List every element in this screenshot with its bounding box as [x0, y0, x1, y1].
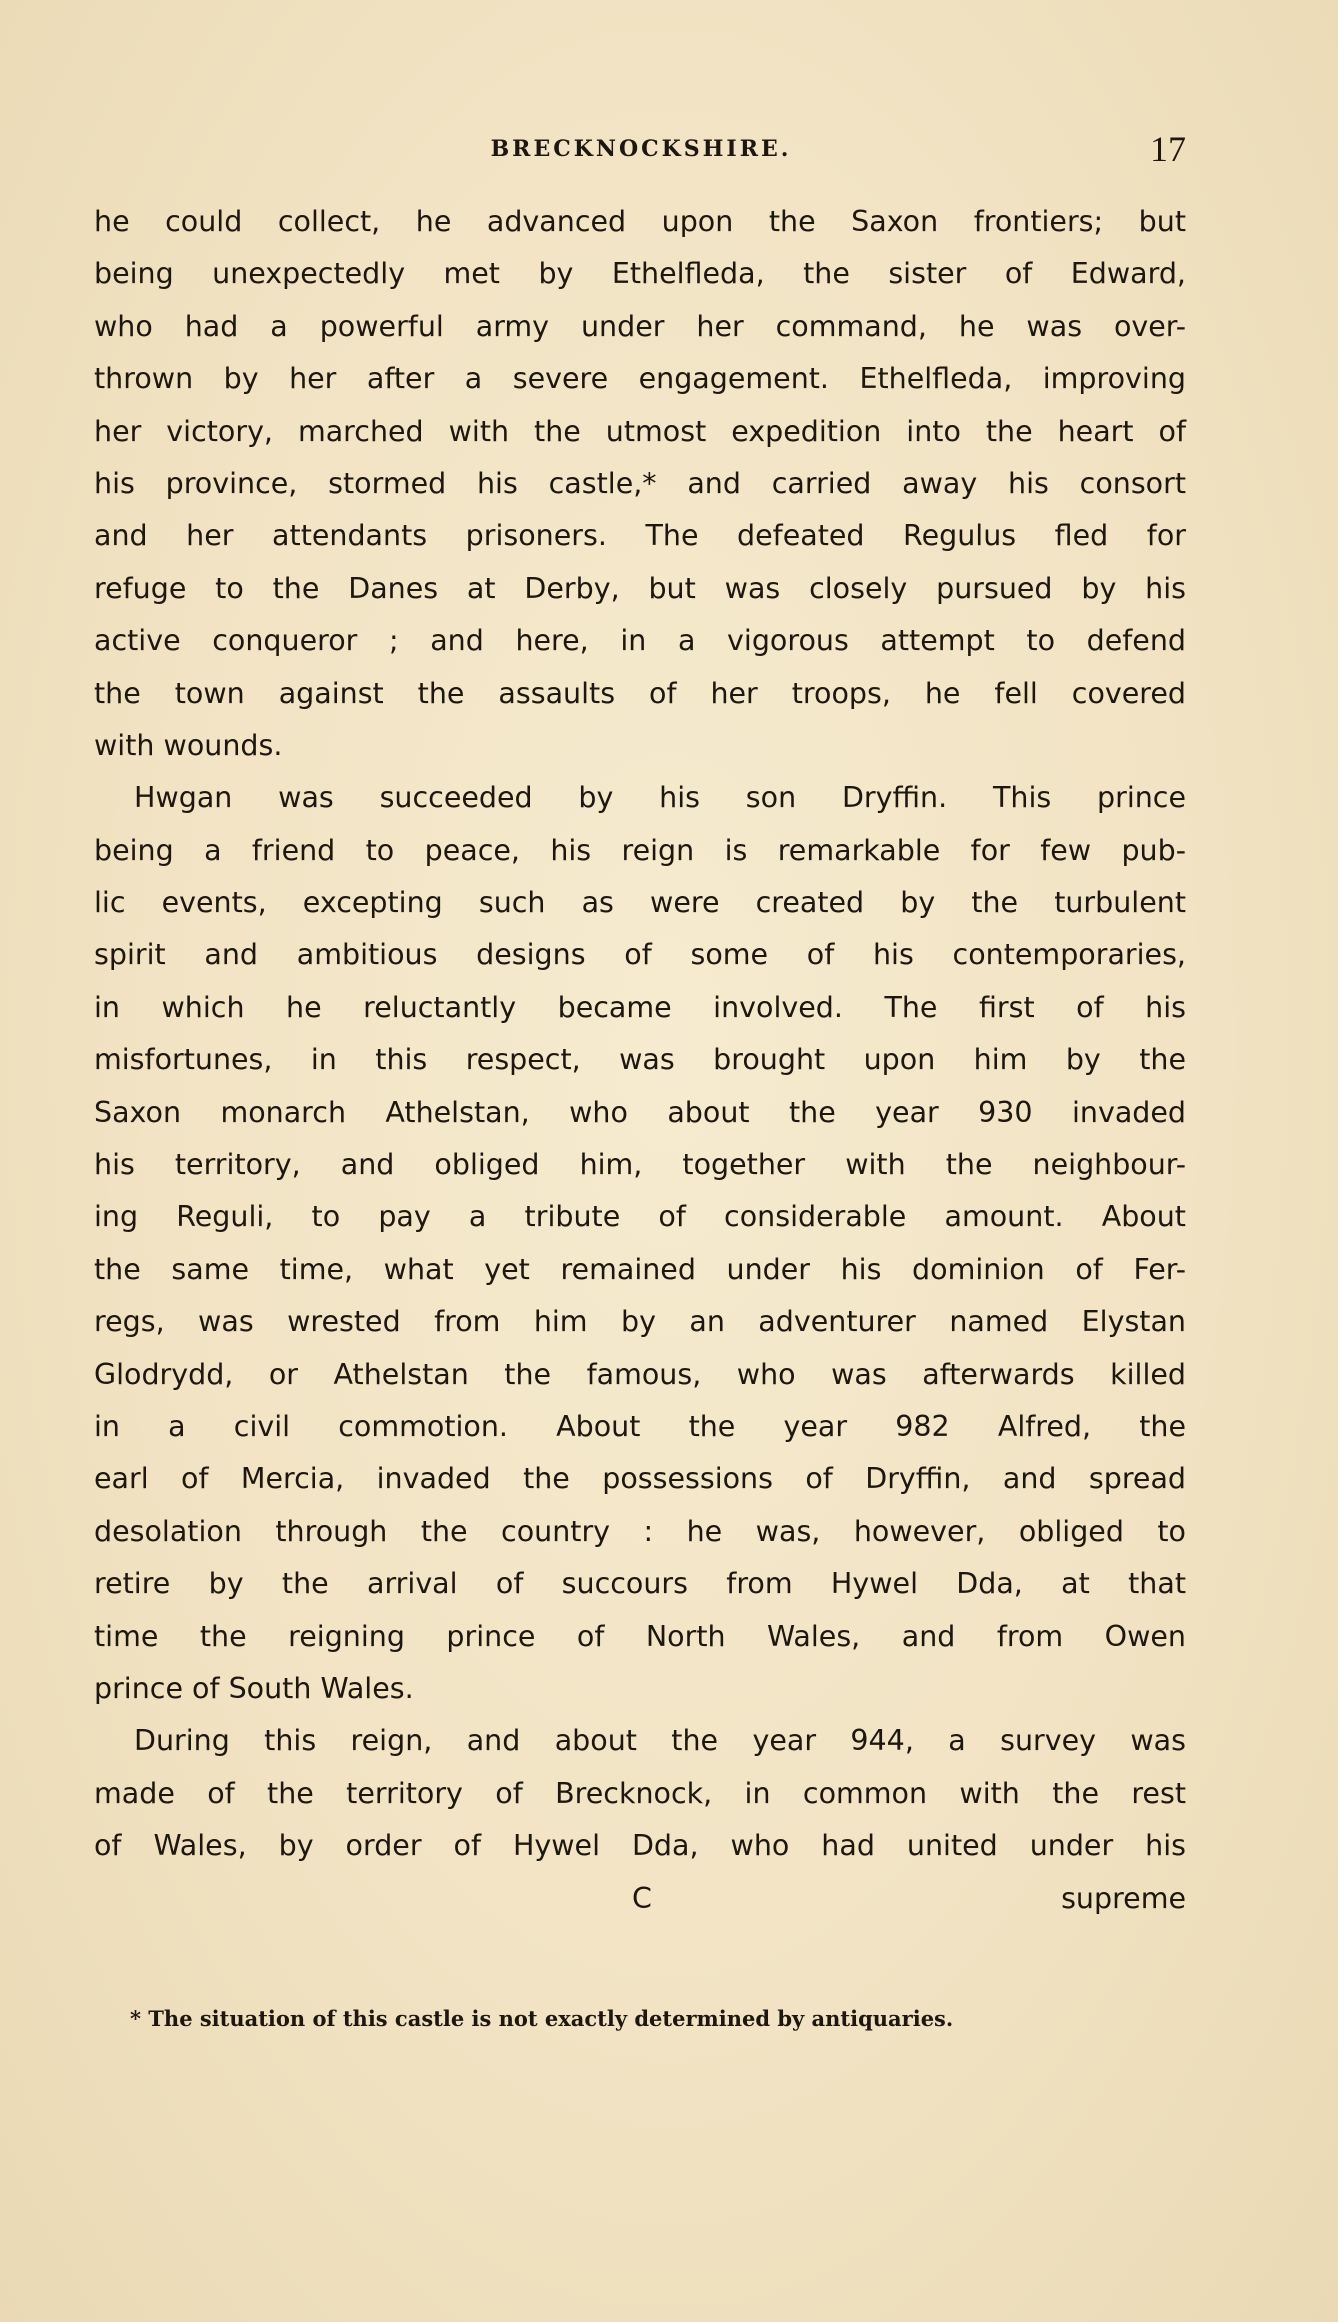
text-line: Hwgan was succeeded by his son Dryffin. This prince — [134, 781, 1186, 815]
text-line: refuge to the Danes at Derby, but was closely pursued by his — [94, 571, 1186, 605]
page-number: 17 — [1150, 129, 1186, 169]
body-text — [94, 196, 1186, 1925]
text-line: who had a powerful army under her command, he was over- — [94, 309, 1186, 343]
text-line: Glodrydd, or Athelstan the famous, who was afterwards killed — [94, 1357, 1186, 1391]
running-title: BRECKNOCKSHIRE. — [490, 136, 792, 162]
text-line: he could collect, he advanced upon the Saxon frontiers; but — [94, 205, 1186, 238]
text-line: spirit and ambitious designs of some of his contemporaries, — [94, 938, 1186, 972]
text-line: being unexpectedly met by Ethelfleda, the sister of Edward, — [94, 257, 1186, 291]
text-line: being a friend to peace, his reign is remarkable for few pub- — [94, 833, 1186, 867]
text-line: ing Reguli, to pay a tribute of considerable amount. About — [94, 1200, 1186, 1234]
text-line: time the reigning prince of North Wales, and from Owen — [94, 1619, 1186, 1653]
text-line: and her attendants prisoners. The defeated Regulus fled for — [94, 519, 1186, 553]
text-line: retire by the arrival of succours from Hywel Dda, at that — [94, 1567, 1186, 1601]
text-line: her victory, marched with the utmost expedition into the heart of — [94, 414, 1186, 448]
footnote: * The situation of this castle is not exactly determined by antiquaries. — [130, 2006, 954, 2031]
text-line: regs, was wrested from him by an adventurer named Elystan — [94, 1305, 1186, 1339]
text-line: in a civil commotion. About the year 982 Alfred, the — [94, 1409, 1186, 1443]
text-line: During this reign, and about the year 944, a survey was — [134, 1724, 1186, 1758]
text-line: desolation through the country : he was, however, obliged to — [94, 1514, 1186, 1548]
text-line: thrown by her after a severe engagement. Ethelfleda, improving — [94, 362, 1186, 396]
text-line: the same time, what yet remained under his dominion of Fer- — [94, 1252, 1186, 1286]
text-line: lic events, excepting such as were created by the turbulent — [94, 886, 1186, 920]
text-line: active conqueror ; and here, in a vigorous attempt to defend — [94, 624, 1186, 658]
text-line: of Wales, by order of Hywel Dda, who had united under his — [94, 1829, 1186, 1863]
text-line: misfortunes, in this respect, was brought upon him by the — [94, 1043, 1186, 1077]
signature-line — [94, 1873, 1186, 1925]
text-line: his province, stormed his castle,* and carried away his consort — [94, 466, 1186, 500]
text-line: made of the territory of Brecknock, in common with the rest — [94, 1776, 1186, 1810]
catchword: supreme — [1061, 1881, 1186, 1915]
text-line: in which he reluctantly became involved. The first of his — [94, 990, 1186, 1024]
running-head — [96, 128, 1186, 168]
text-line: prince of South Wales. — [94, 1671, 414, 1705]
text-line: the town against the assaults of her troops, he fell covered — [94, 676, 1186, 710]
text-line: earl of Mercia, invaded the possessions of Dryffin, and spread — [94, 1462, 1186, 1496]
signature-mark: C — [632, 1881, 652, 1915]
text-line: with wounds. — [94, 728, 283, 762]
text-line: Saxon monarch Athelstan, who about the year 930 invaded — [94, 1095, 1186, 1129]
text-line: his territory, and obliged him, together with the neighbour- — [94, 1148, 1186, 1182]
